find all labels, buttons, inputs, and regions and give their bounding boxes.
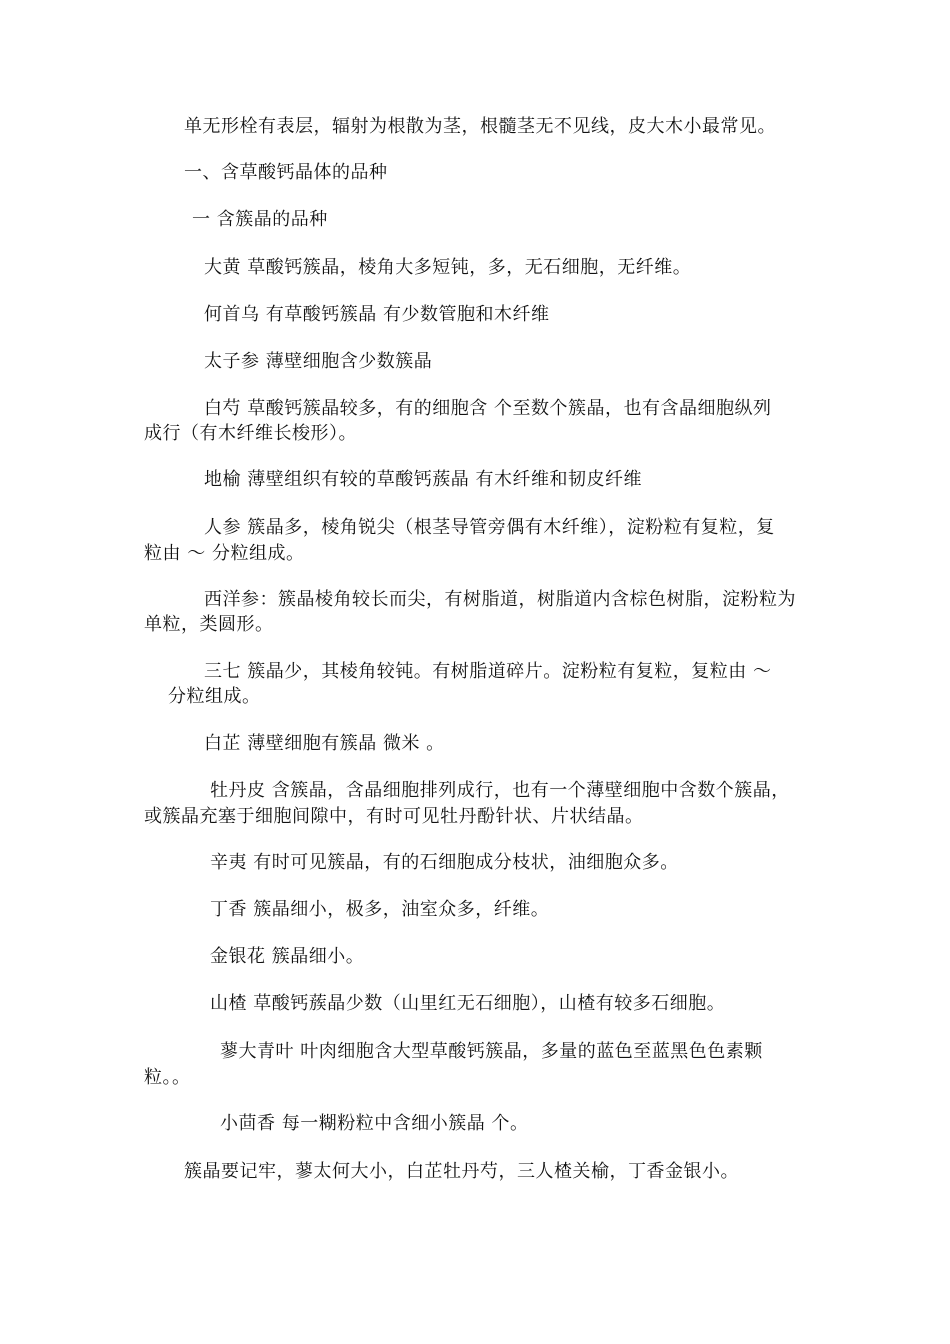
- entry-renshen-line1: 人参 簇晶多，棱角锐尖（根茎导管旁偶有木纤维），淀粉粒有复粒，复: [204, 517, 775, 538]
- mnemonic-summary: 簇晶要记牢，蓼太何大小，白芷牡丹芍，三人楂关榆，丁香金银小。: [184, 1161, 739, 1182]
- entry-jinyinhua: 金银花 簇晶细小。: [210, 946, 365, 967]
- entry-baizhi: 白芷 薄壁细胞有簇晶 微米 。: [204, 733, 445, 754]
- entry-xiyangshen-line2: 单粒，类圆形。: [144, 614, 274, 635]
- entry-dahuang: 大黄 草酸钙簇晶，棱角大多短钝，多，无石细胞，无纤维。: [204, 257, 692, 278]
- section-heading: 一、含草酸钙晶体的品种: [184, 162, 388, 183]
- subsection-heading: 一 含簇晶的品种: [192, 209, 328, 230]
- entry-dingxiang: 丁香 簇晶细小，极多，油室众多，纤维。: [210, 899, 550, 920]
- entry-mudanpi-line2: 或簇晶充塞于细胞间隙中，有时可见牡丹酚针状、片状结晶。: [144, 806, 644, 827]
- entry-liaodaqingye-line2: 粒。。: [144, 1067, 191, 1088]
- entry-mudanpi-line1: 牡丹皮 含簇晶，含晶细胞排列成行，也有一个薄壁细胞中含数个簇晶，: [210, 780, 790, 801]
- entry-shanzha: 山楂 草酸钙蔟晶少数（山里红无石细胞），山楂有较多石细胞。: [210, 993, 726, 1014]
- entry-baishao-line2: 成行（有木纤维长梭形）。: [144, 423, 357, 444]
- entry-renshen-line2: 粒由 ～ 分粒组成。: [144, 543, 305, 564]
- entry-liaodaqingye-line1: 蓼大青叶 叶肉细胞含大型草酸钙簇晶，多量的蓝色至蓝黑色色素颗: [220, 1041, 763, 1062]
- text-line-mnemonic-intro: 单无形栓有表层，辐射为根散为茎，根髓茎无不见线，皮大木小最常见。: [184, 116, 776, 137]
- entry-xiyangshen-line1: 西洋参：簇晶棱角较长而尖，有树脂道，树脂道内含棕色树脂，淀粉粒为: [204, 589, 796, 610]
- entry-xinyi: 辛夷 有时可见簇晶，有的石细胞成分枝状，油细胞众多。: [210, 852, 679, 873]
- entry-heshouwu: 何首乌 有草酸钙簇晶 有少数管胞和木纤维: [204, 304, 550, 325]
- entry-baishao-line1: 白芍 草酸钙簇晶较多，有的细胞含 个至数个簇晶，也有含晶细胞纵列: [204, 398, 772, 419]
- entry-sanqi-line1: 三七 簇晶少，其棱角较钝。有树脂道碎片。淀粉粒有复粒，复粒由 ～: [204, 661, 772, 682]
- entry-diyu: 地榆 薄壁组织有较的草酸钙蔟晶 有木纤维和韧皮纤维: [204, 469, 642, 490]
- entry-taizishen: 太子参 薄壁细胞含少数簇晶: [204, 351, 433, 372]
- entry-xiaohuixiang: 小茴香 每一糊粉粒中含细小簇晶 个。: [220, 1113, 529, 1134]
- entry-sanqi-line2: 分粒组成。: [168, 686, 261, 707]
